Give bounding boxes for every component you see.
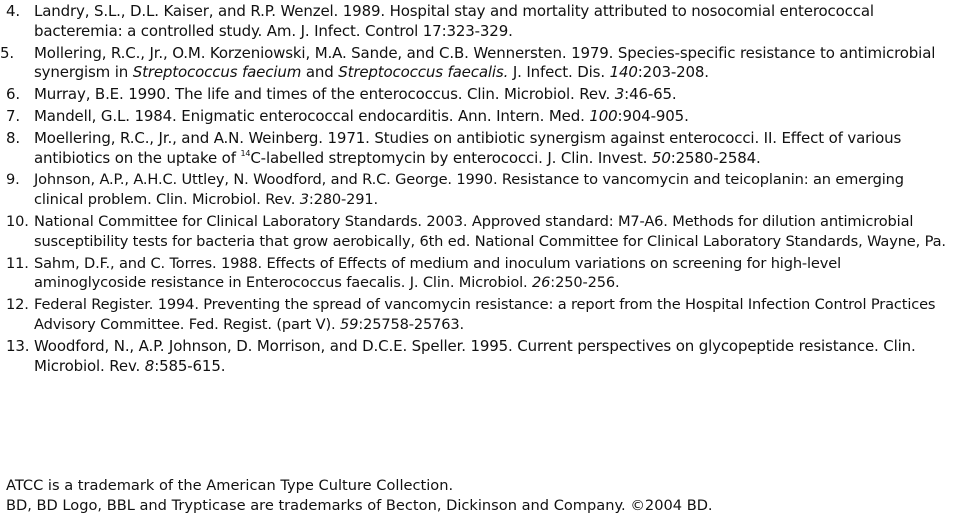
reference-number: 5. <box>0 43 15 62</box>
reference-item-11 <box>6 254 956 294</box>
reference-text: Mandell, G.L. 1984. Enigmatic enterococcal endocarditis. Ann. Intern. Med. 100:904-905. <box>34 106 689 125</box>
reference-text: Murray, B.E. 1990. The life and times of the enterococcus. Clin. Microbiol. Rev. 3:46-65. <box>34 85 677 104</box>
trademark-notice-bd: BD, BD Logo, BBL and Trypticase are trademarks of Becton, Dickinson and Company. ©2004 BD. <box>6 497 713 514</box>
reference-number: 9. <box>6 171 20 189</box>
reference-text: National Committee for Clinical Laboratory Standards. 2003. Approved standard: M7-A6. Methods for dilution antimicrobial susceptibility tests for bacteria that grow aerobically, 6th ed. National Committee for Clinical Laboratory Standards, Wayne, Pa. <box>34 212 946 250</box>
reference-item-13 <box>6 337 956 377</box>
reference-text: Federal Register. 1994. Preventing the spread of vancomycin resistance: a report from the Hospital Infection Control Practices Advisory Committee. Fed. Regist. (part V). 59:25758-25763. <box>34 296 936 333</box>
reference-number: 13. <box>6 336 30 355</box>
reference-number: 7. <box>6 106 21 125</box>
reference-text: Johnson, A.P., A.H.C. Uttley, N. Woodford, and R.C. George. 1990. Resistance to vancomycin and teicoplanin: an emerging clinical problem. Clin. Microbiol. Rev. 3:280-291. <box>34 171 904 209</box>
reference-text: Woodford, N., A.P. Johnson, D. Morrison, and D.C.E. Speller. 1995. Current perspectives on glycopeptide resistance. Clin. Microbiol. Rev. 8:585-615. <box>34 336 916 375</box>
trademark-notice-atcc: ATCC is a trademark of the American Type Culture Collection. <box>6 477 454 494</box>
reference-item-7 <box>6 107 956 127</box>
reference-item-6 <box>6 85 956 105</box>
reference-number: 4. <box>6 2 21 20</box>
reference-item-10 <box>6 212 956 252</box>
reference-item-5 <box>0 43 956 84</box>
reference-item-9 <box>6 170 956 210</box>
reference-number: 12. <box>6 296 29 314</box>
reference-text: Moellering, R.C., Jr., and A.N. Weinberg. 1971. Studies on antibiotic synergism against enterococci. II. Effect of various antibiotics on the uptake of $^{14}$C-labelled streptomycin by enterococci. J. Clin. Invest. 50:2580-2584. <box>34 128 902 167</box>
reference-item-12 <box>6 295 956 335</box>
reference-item-4 <box>6 2 956 42</box>
reference-list <box>0 2 956 378</box>
reference-number: 8. <box>6 128 21 147</box>
reference-number: 10. <box>6 212 29 230</box>
reference-text: Landry, S.L., D.L. Kaiser, and R.P. Wenzel. 1989. Hospital stay and mortality attributed to nosocomial enterococcal bacteremia: a controlled study. Am. J. Infect. Control 17:323-329. <box>34 2 874 40</box>
reference-number: 11. <box>6 254 29 272</box>
reference-text: Sahm, D.F., and C. Torres. 1988. Effects of Effects of medium and inoculum variations on screening for high-level aminoglycoside resistance in Enterococcus faecalis. J. Clin. Microbiol. 26:250-256. <box>34 254 841 292</box>
reference-item-8 <box>6 129 956 169</box>
reference-text: Mollering, R.C., Jr., O.M. Korzeniowski, M.A. Sande, and C.B. Wennersten. 1979. Species-specific resistance to antimicrobial synergism in Streptococcus faecium and Streptococcus faecalis. J. Infect. Dis. 140:203-208. <box>34 43 936 82</box>
reference-number: 6. <box>6 85 21 104</box>
